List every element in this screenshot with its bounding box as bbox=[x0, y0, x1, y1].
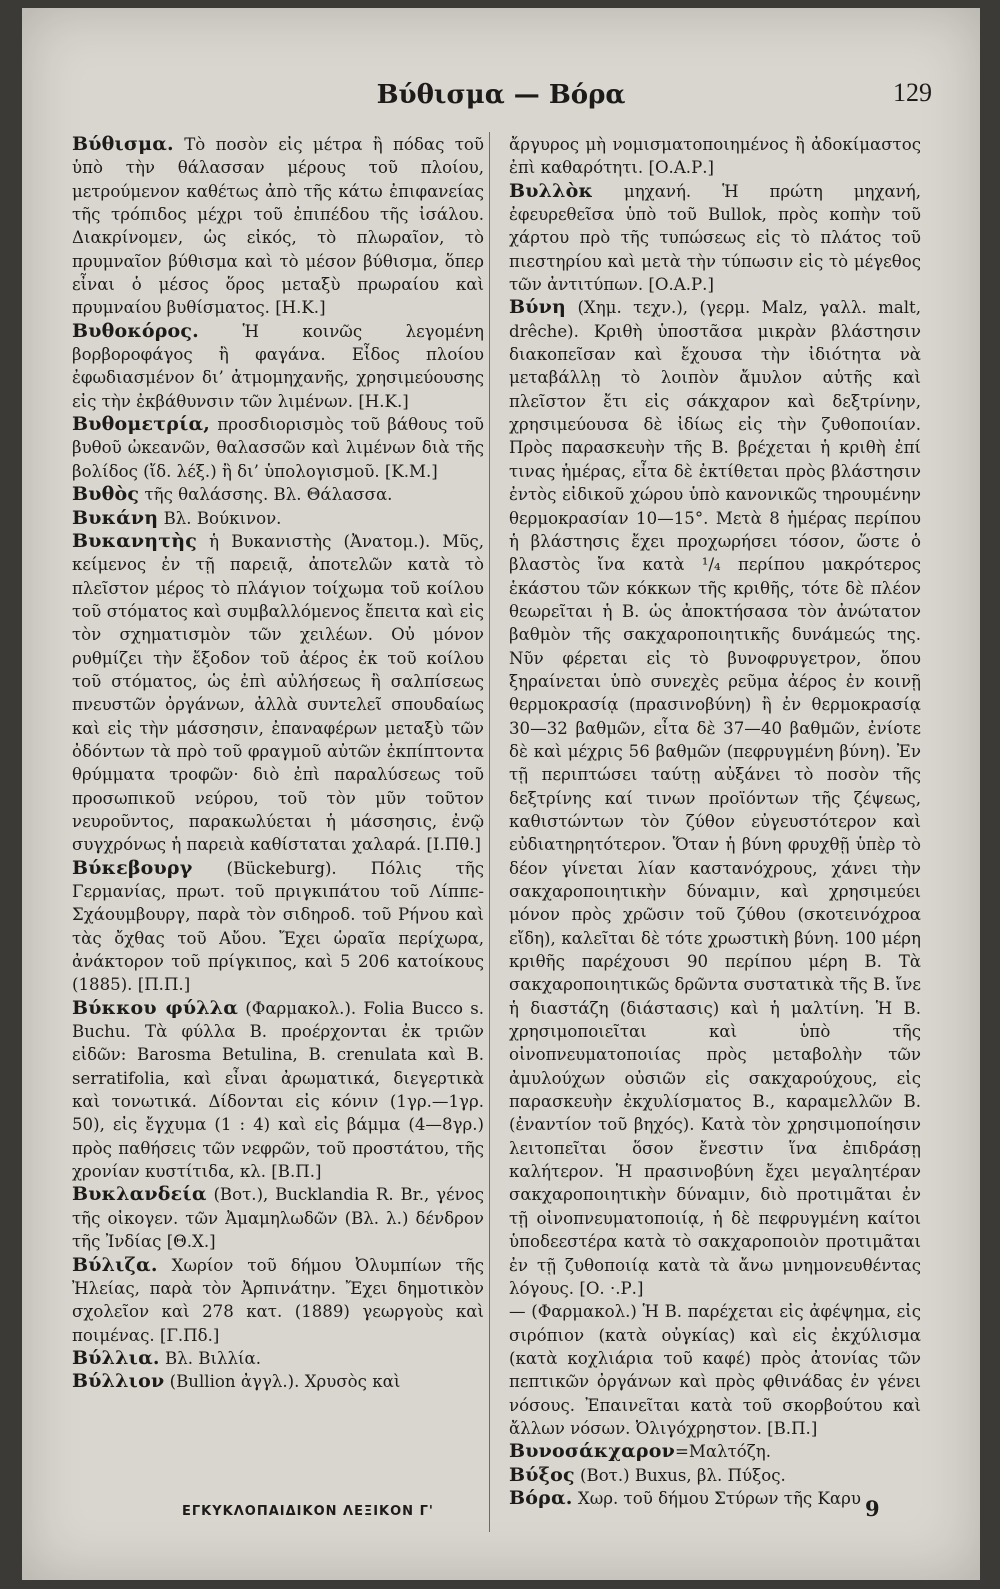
entry-headword: Βυθοκόρος. bbox=[72, 319, 199, 342]
entry-headword: Βυθομετρία, bbox=[72, 413, 211, 436]
entry-headword: Βυθὸς bbox=[72, 483, 140, 506]
entry-text: Χωρ. τοῦ δήμου Στύρων τῆς Καρυ bbox=[572, 1488, 861, 1508]
dictionary-entry bbox=[72, 530, 484, 857]
entry-text: (Βοτ.), Bucklandia R. Br., γένος τῆς οἰκογεν. τῶν Ἀμαμηλωδῶν (Βλ. λ.) δένδρον τῆς Ἰνδίας [Θ.Χ.] bbox=[72, 1185, 484, 1252]
dictionary-entry bbox=[72, 1254, 484, 1347]
dictionary-entry bbox=[509, 1464, 921, 1487]
entry-text: Βλ. Βιλλία. bbox=[159, 1348, 261, 1368]
entry-text: (Bullion ἀγγλ.). Χρυσὸς καὶ bbox=[164, 1372, 401, 1392]
dictionary-entry bbox=[72, 483, 484, 506]
dictionary-entry bbox=[509, 133, 921, 180]
entry-text: προσδιορισμὸς τοῦ βάθους τοῦ βυθοῦ ὠκεανῶν, θαλασσῶν καὶ λιμένων διὰ τῆς βολίδος (ἴδ. λέξ.) ἢ δι’ ὑπολογισμοῦ. [Κ.Μ.] bbox=[72, 415, 484, 481]
entry-text: Τὸ ποσὸν εἰς μέτρα ἢ πόδας τοῦ ὑπὸ τὴν θάλασσαν μέρους τοῦ πλοίου, μετρούμενον καθέτως ἀπὸ τῆς κάτω ἐπιφανείας τῆς τρόπιδος μέχρι τοῦ ἐπιπέδου τῆς ἰσάλου. Διακρίνομεν, ὡς εἰκός, τὸ πλωραῖον, τὸ πρυμναῖον βύθισμα καὶ τὸ μέσον βύθισμα, ὅπερ εἶναι ὁ μέσος ὅρος μεταξὺ πρωραίου καὶ πρυμναίου βυθίσματος. [Η.Κ.] bbox=[72, 135, 484, 318]
entry-headword: Βύκεβουργ bbox=[72, 856, 193, 879]
entry-headword: Βυκανητὴς bbox=[72, 529, 198, 552]
entry-headword: Βύλλιον bbox=[72, 1370, 165, 1393]
column-divider bbox=[489, 132, 490, 1532]
entry-headword: Βύθισμα. bbox=[72, 133, 174, 155]
entry-headword: Βόρα. bbox=[509, 1486, 573, 1509]
entry-text: ἄργυρος μὴ νομισματοποιημένος ἢ ἀδοκίμαστος ἐπὶ καθαρότητι. [Ο.Α.Ρ.] bbox=[509, 135, 921, 178]
dictionary-entry bbox=[72, 1370, 484, 1393]
entry-text: — (Φαρμακολ.) Ἡ Β. παρέχεται εἰς ἀφέψημα, εἰς σιρόπιον (κατὰ οὐγκίας) καὶ εἰς ἐκχύλισμα (κατὰ κοχλιάρια τοῦ καφέ) πρὸς ἀτονίας τῶν πεπτικῶν ὀργάνων καὶ πρὸς φθινάδας ἐν γένει νόσους. Ἐπαινεῖται κατὰ τοῦ σκορβούτου καὶ ἄλλων νόσων. Ὀλιγόχρηστον. [Β.Π.] bbox=[509, 1302, 921, 1438]
entry-headword: Βυνοσάκχαρον bbox=[509, 1440, 675, 1463]
dictionary-entry bbox=[72, 1347, 484, 1370]
entry-headword: Βύνη bbox=[509, 296, 567, 319]
left-column bbox=[72, 133, 484, 1394]
dictionary-entry bbox=[72, 507, 484, 530]
dictionary-entry bbox=[72, 1183, 484, 1253]
running-title: Βύθισμα — Βόρα bbox=[376, 80, 626, 110]
dictionary-entry bbox=[509, 180, 921, 297]
entry-headword: Βύξος bbox=[509, 1463, 575, 1486]
entry-text: (Bückeburg). Πόλις τῆς Γερμανίας, πρωτ. τοῦ πριγκιπάτου τοῦ Λίππε-Σχάουμβουργ, παρὰ τὸν σιδηροδ. τοῦ Ρήνου καὶ τὰς ὄχθας τοῦ Αὔου. Ἔχει ὡραῖα περίχωρα, ἀνάκτορον τοῦ πρίγκιπος, καὶ 5 206 κατοίκους (1885). [Π.Π.] bbox=[72, 858, 484, 995]
entry-headword: Βύλιζα. bbox=[72, 1253, 158, 1276]
right-column bbox=[509, 133, 921, 1510]
dictionary-entry bbox=[72, 320, 484, 413]
entry-text: (Χημ. τεχν.), (γερμ. Malz, γαλλ. malt, drêche). Κριθὴ ὑποστᾶσα μικρὰν βλάστησιν διακοπεῖσαν καὶ ἔχουσα τὴν ἰδιότητα νὰ μεταβάλλῃ τὸ λοιπὸν ἄμυλον αὐτῆς καὶ πλεῖστον ἔτι εἰς σάκχαρον καὶ δεξτρίνην, χρησιμεύουσα δὲ ἰδίως εἰς τὴν ζυθοποιίαν. Πρὸς παρασκευὴν τῆς Β. βρέχεται ἡ κριθὴ ἐπί τινας ἡμέρας, εἶτα δὲ ἐκτίθεται πρὸς βλάστησιν ἐντὸς εἰδικοῦ χώρου ὑπὸ κανονικῶς τηρουμένην θερμοκρασίαν 10—15°. Μετὰ 8 ἡμέρας περίπου ἡ βλάστησις ἔχει προχωρήσει τόσον, ὥστε ὁ βλαστὸς ἴνα κατὰ ¹/₄ περίπου μακρότερος ἑκάστου τῶν κόκκων τῆς κριθῆς, τότε δὲ πλέον θεωρεῖται ἡ Β. ὡς ἀποκτήσασα τὸν ἀνώτατον βαθμὸν τῆς σακχαροποιητικῆς δυνάμεώς της. Νῦν φέρεται εἰς τὸ βυνοφρυγετρον, ὅπου ξηραίνεται ὑπὸ συνεχὲς ρεῦμα ἀέρος ἐν κοινῇ θερμοκρασίᾳ (πρασινοβύνη) ἢ ἐν θερμοκρασίᾳ 30—32 βαθμῶν, εἶτα δὲ 37—40 βαθμῶν, ἐνίοτε δὲ καὶ μέχρις 56 βαθμῶν (πεφρυγμένη βύνη). Ἐν τῇ περιπτώσει ταύτῃ αὐξάνει τὸ ποσὸν τῆς δεξτρίνης καί τινων προϊόντων τῆς ζέψεως, καθιστώντων τὸν ζύθον εὐγευστότερον καὶ εὐδιατηρητότερον. Ὅταν ἡ βύνη φρυχθῇ ὑπὲρ τὸ δέον γίνεται λίαν καστανόχρους, χάνει τὴν σακχαροποιητικὴν δύναμιν, καὶ χρησιμεύει μόνον πρὸς χρῶσιν τοῦ ζύθου (σκοτεινόχροα εἴδη), καλεῖται δὲ τότε χρωστικὴ βύνη. 100 μέρη κριθῆς παρέχουσι 90 περίπου μέρη Β. Τὰ σακχαροποιητικῶς δρῶντα συστατικὰ τῆς Β. ἴνε ἡ διαστάζη (διάστασις) καὶ ἡ μαλτίνη. Ἡ Β. χρησιμοποιεῖται καὶ ὑπὸ τῆς οἰνοπνευματοποιίας πρὸς μεταβολὴν τῶν ἀμυλούχων οὐσιῶν εἰς σακχαρούχους, εἰς παρασκευὴν ἐκχυλίσματος Β., καραμελλῶν Β. (ἐναντίον τοῦ βηχός). Κατὰ τὸν χρησιμοποίησιν λειτοπεῖται ὅσον ἔνεστιν ἵνα ἐπιδράσῃ καλήτερον. Ἡ πρασινοβύνη ἔχει μεγαλητέραν σακχαροποιητικὴν δύναμιν, διὸ προτιμᾶται ἐν τῇ οἰνοπνευματοποιίᾳ, ἡ δὲ πεφρυγμένη καίτοι ὑποδεεστέρα κατὰ τὸ σακχαροποιὸν προτιμᾶται ἐν τῇ ζυθοποιίᾳ κατὰ τὰ ἄνω μνημονευθέντας λόγους. [Ο. ·.Ρ.] bbox=[509, 298, 921, 1298]
footer-sheet-number: 9 bbox=[865, 1496, 880, 1521]
dictionary-entry bbox=[72, 413, 484, 483]
entry-text: ἡ Βυκανιστὴς (Ἀνατομ.). Μῦς, κείμενος ἐν τῇ παρειᾷ, ἀποτελῶν κατὰ τὸ πλεῖστον μέρος τὸ πλάγιον τοίχωμα τοῦ κοίλου τοῦ στόματος καὶ συμβαλλόμενος ἔπειτα καὶ εἰς τὸν σχηματισμὸν τῶν χειλέων. Οὐ μόνον ρυθμίζει τὴν ἔξοδον τοῦ ἀέρος ἐκ τοῦ κοίλου τοῦ στόματος, ὡς ἐπὶ αὐλήσεως ἢ σαλπίσεως πνευστῶν ὀργάνων, ἀλλὰ συντελεῖ σπουδαίως καὶ εἰς τὴν μάσσησιν, ἐπαναφέρων μεταξὺ τῶν ὀδόντων τὰ πρὸ τοῦ φραγμοῦ αὐτῶν ἐκπίπτοντα θρύμματα τροφῶν· διὸ ἐπὶ παραλύσεως τοῦ προσωπικοῦ νεύρου, τοῦ τὸν μῦν τοῦτον νευροῦντος, παρακωλύεται ἡ μάσσησις, ἐνῷ συγχρόνως ἡ παρειὰ καθίσταται χαλαρά. [Ι.Πθ.] bbox=[72, 531, 484, 855]
entry-headword: Βυκλανδεία bbox=[72, 1183, 207, 1206]
entry-text: μηχανή. Ἡ πρώτη μηχανή, ἐφευρεθεῖσα ὑπὸ τοῦ Bullok, πρὸς κοπὴν τοῦ χάρτου πρὸ τῆς τυπώσεως εἰς τὸ πλάτος τοῦ πιεστηρίου καὶ μετὰ τὴν τύπωσιν εἰς τὸ μέγεθος τῶν ἀντιτύπων. [Ο.Α.Ρ.] bbox=[509, 181, 921, 295]
dictionary-entry bbox=[509, 1440, 921, 1463]
entry-text: Βλ. Βούκινον. bbox=[158, 508, 282, 528]
entry-text: (Φαρμακολ.). Folia Bucco s. Buchu. Τὰ φύλλα Β. προέρχονται ἐκ τριῶν εἰδῶν: Barosma Betulina, B. crenulata καὶ B. serratifolia, καὶ εἶναι ἀρωματικά, διεγερτικὰ καὶ τονωτικά. Δίδονται εἰς κόνιν (1γρ.—1γρ. 50), εἰς ἔγχυμα (1 : 4) καὶ εἰς βάμμα (4—8γρ.) πρὸς παθήσεις τῶν νεφρῶν, τοῦ προστάτου, τῆς χρονίαν κυστίτιδα, κλ. [Β.Π.] bbox=[72, 998, 484, 1182]
entry-text: Χωρίον τοῦ δήμου Ὀλυμπίων τῆς Ἠλείας, παρὰ τὸν Ἀρπινάτην. Ἔχει δημοτικὸν σχολεῖον καὶ 278 κατ. (1889) γεωργοὺς καὶ ποιμένας. [Γ.Πδ.] bbox=[72, 1255, 484, 1345]
dictionary-entry bbox=[72, 997, 484, 1184]
entry-text: =Μαλτόζη. bbox=[674, 1442, 771, 1462]
entry-headword: Βυκάνη bbox=[72, 506, 159, 529]
entry-text: (Βοτ.) Buxus, βλ. Πύξος. bbox=[574, 1465, 786, 1485]
entry-headword: Βύλλια. bbox=[72, 1346, 160, 1369]
page-number: 129 bbox=[893, 78, 932, 107]
entry-text: Ἡ κοινῶς λεγομένη βορβοροφάγος ἢ φαγάνα. Εἶδος πλοίου ἐφωδιασμένον δι’ ἀτμομηχανῆς, χρησιμεύουσης εἰς τὴν ἐκβάθυνσιν τῶν λιμένων. [Η.Κ.] bbox=[72, 321, 484, 411]
dictionary-entry bbox=[509, 296, 921, 1300]
dictionary-page bbox=[22, 8, 980, 1580]
dictionary-entry bbox=[509, 1487, 921, 1510]
entry-text: τῆς θαλάσσης. Βλ. Θάλασσα. bbox=[139, 485, 393, 505]
dictionary-entry bbox=[72, 857, 484, 997]
dictionary-entry bbox=[72, 133, 484, 320]
entry-headword: Βύκκου φύλλα bbox=[72, 996, 239, 1019]
dictionary-entry bbox=[509, 1300, 921, 1440]
footer-signature: ΕΓΚΥΚΛΟΠΑΙΔΙΚΟΝ ΛΕΞΙΚΟΝ Γ' bbox=[182, 1504, 434, 1519]
entry-headword: Βυλλὸκ bbox=[509, 179, 594, 202]
